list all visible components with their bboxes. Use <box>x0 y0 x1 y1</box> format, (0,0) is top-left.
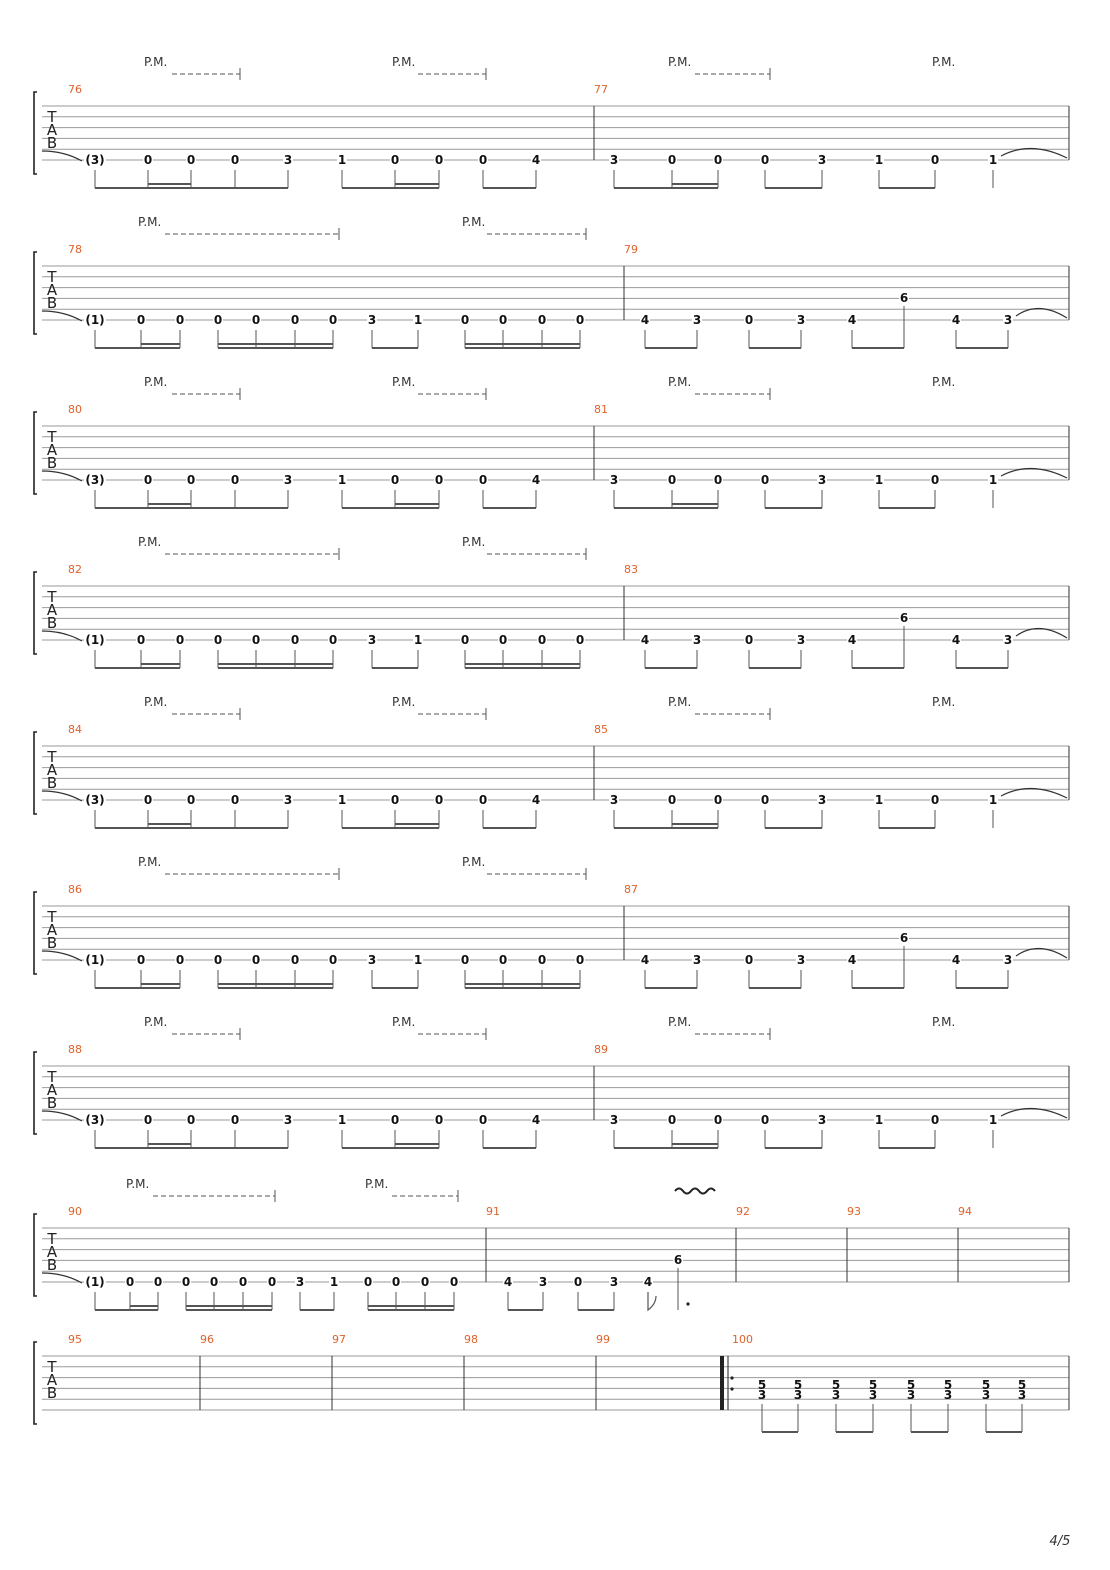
tab-clef-letter: T <box>47 108 57 126</box>
fret-number: (3) <box>85 473 105 487</box>
fret-number: 3 <box>817 1113 827 1127</box>
fret-number: 4 <box>951 313 961 327</box>
measure-number: 94 <box>958 1205 972 1218</box>
palm-mute-label: P.M. <box>462 535 486 549</box>
palm-mute-label: P.M. <box>392 375 416 389</box>
measure-number: 79 <box>624 243 638 256</box>
measure-number: 97 <box>332 1333 346 1346</box>
palm-mute-label: P.M. <box>144 1015 168 1029</box>
fret-number: 0 <box>143 473 153 487</box>
fret-number: 0 <box>230 153 240 167</box>
fret-number: 1 <box>988 153 998 167</box>
tab-clef-letter: A <box>46 1371 58 1389</box>
fret-number: 0 <box>575 313 585 327</box>
fret-number: 0 <box>391 1275 401 1289</box>
tie-out <box>1016 948 1067 958</box>
fret-number: 0 <box>930 793 940 807</box>
fret-number: 3 <box>981 1388 991 1402</box>
measure-number: 93 <box>847 1205 861 1218</box>
fret-number: 0 <box>238 1275 248 1289</box>
measure-number: 77 <box>594 83 608 96</box>
fret-number: 1 <box>874 473 884 487</box>
tab-clef-letter: B <box>46 614 58 632</box>
fret-number: 0 <box>760 1113 770 1127</box>
fret-number: 0 <box>537 313 547 327</box>
fret-number: 1 <box>337 153 347 167</box>
fret-number: (3) <box>85 1113 105 1127</box>
fret-number: 5 <box>906 1378 916 1392</box>
fret-number: 3 <box>283 473 293 487</box>
fret-number: 0 <box>760 473 770 487</box>
fret-number: 0 <box>136 313 146 327</box>
fret-number: 0 <box>251 313 261 327</box>
fret-number: 1 <box>988 473 998 487</box>
fret-number: 0 <box>186 1113 196 1127</box>
tab-system <box>34 1177 1069 1310</box>
system-bracket <box>34 252 37 334</box>
fret-number: 0 <box>390 1113 400 1127</box>
fret-number: 0 <box>713 473 723 487</box>
fret-number: 5 <box>793 1378 803 1392</box>
fret-number: 0 <box>434 793 444 807</box>
fret-number: 1 <box>329 1275 339 1289</box>
page-number: 4/5 <box>1049 1534 1071 1549</box>
measure-number: 81 <box>594 403 608 416</box>
fret-number: 3 <box>609 1113 619 1127</box>
fret-number: 0 <box>930 1113 940 1127</box>
fret-number: 3 <box>793 1388 803 1402</box>
fret-number: 0 <box>575 953 585 967</box>
fret-number: 1 <box>337 1113 347 1127</box>
fret-number: 0 <box>290 953 300 967</box>
palm-mute-label: P.M. <box>144 375 168 389</box>
fret-number: 3 <box>367 313 377 327</box>
fret-number: 0 <box>478 153 488 167</box>
fret-number: 6 <box>899 291 909 305</box>
measure-number: 83 <box>624 563 638 576</box>
fret-number: 3 <box>1003 633 1013 647</box>
fret-number: 0 <box>363 1275 373 1289</box>
fret-number: 0 <box>213 313 223 327</box>
fret-number: 3 <box>796 953 806 967</box>
fret-number: 0 <box>328 313 338 327</box>
fret-number: (1) <box>85 953 105 967</box>
system-bracket <box>34 732 37 814</box>
fret-number: 3 <box>609 793 619 807</box>
fret-number: 0 <box>143 1113 153 1127</box>
fret-number: 1 <box>337 473 347 487</box>
fret-number: 0 <box>213 633 223 647</box>
fret-number: 0 <box>143 793 153 807</box>
fret-number: 5 <box>868 1378 878 1392</box>
fret-number: 3 <box>817 153 827 167</box>
fret-number: 3 <box>817 793 827 807</box>
fret-number: 1 <box>413 313 423 327</box>
measure-number: 91 <box>486 1205 500 1218</box>
fret-number: 0 <box>390 473 400 487</box>
measure-number: 90 <box>68 1205 82 1218</box>
fret-number: 1 <box>988 793 998 807</box>
fret-number: 4 <box>847 313 857 327</box>
system-bracket <box>34 1052 37 1134</box>
palm-mute-label: P.M. <box>668 55 692 69</box>
fret-number: 0 <box>573 1275 583 1289</box>
fret-number: 0 <box>744 313 754 327</box>
tab-clef-letter: A <box>46 601 58 619</box>
tie-out <box>1001 788 1067 798</box>
fret-number: (1) <box>85 633 105 647</box>
fret-number: 3 <box>1003 953 1013 967</box>
fret-number: 0 <box>575 633 585 647</box>
palm-mute-label: P.M. <box>668 695 692 709</box>
fret-number: 0 <box>498 313 508 327</box>
system-bracket <box>34 412 37 494</box>
palm-mute-label: P.M. <box>392 55 416 69</box>
fret-number: 3 <box>757 1388 767 1402</box>
fret-number: 0 <box>667 793 677 807</box>
palm-mute-label: P.M. <box>144 695 168 709</box>
fret-number: 4 <box>951 633 961 647</box>
fret-number: 1 <box>874 1113 884 1127</box>
fret-number: 4 <box>951 953 961 967</box>
tie-out <box>1001 1108 1067 1118</box>
fret-number: 0 <box>449 1275 459 1289</box>
fret-number: 4 <box>847 633 857 647</box>
measure-number: 98 <box>464 1333 478 1346</box>
fret-number: 3 <box>831 1388 841 1402</box>
measure-number: 87 <box>624 883 638 896</box>
palm-mute-label: P.M. <box>392 695 416 709</box>
tie-out <box>1016 308 1067 318</box>
fret-number: 3 <box>692 313 702 327</box>
fret-number: 0 <box>498 953 508 967</box>
system-bracket <box>34 572 37 654</box>
fret-number: 3 <box>692 953 702 967</box>
fret-number: 3 <box>609 153 619 167</box>
fret-number: 4 <box>847 953 857 967</box>
fret-number: 3 <box>295 1275 305 1289</box>
fret-number: 5 <box>943 1378 953 1392</box>
fret-number: (3) <box>85 153 105 167</box>
fret-number: 6 <box>899 611 909 625</box>
system-bracket <box>34 92 37 174</box>
tab-system <box>34 855 1069 988</box>
dot <box>686 1302 689 1305</box>
measure-number: 76 <box>68 83 82 96</box>
fret-number: 0 <box>230 473 240 487</box>
tab-system <box>34 1333 1069 1432</box>
fret-number: 4 <box>640 313 650 327</box>
palm-mute-label: P.M. <box>462 215 486 229</box>
fret-number: 0 <box>181 1275 191 1289</box>
palm-mute-label: P.M. <box>668 1015 692 1029</box>
fret-number: 0 <box>230 793 240 807</box>
fret-number: 0 <box>744 953 754 967</box>
fret-number: (3) <box>85 793 105 807</box>
palm-mute-label: P.M. <box>126 1177 150 1191</box>
fret-number: 0 <box>760 153 770 167</box>
fret-number: 0 <box>537 633 547 647</box>
fret-number: 0 <box>186 793 196 807</box>
tab-clef-letter: B <box>46 294 58 312</box>
vibrato-mark <box>675 1189 715 1194</box>
fret-number: 0 <box>713 793 723 807</box>
tab-clef-letter: B <box>46 1094 58 1112</box>
measure-number: 84 <box>68 723 82 736</box>
fret-number: 3 <box>538 1275 548 1289</box>
tie-out <box>1016 628 1067 638</box>
tab-clef-letter: T <box>47 908 57 926</box>
measure-number: 96 <box>200 1333 214 1346</box>
measure-number: 78 <box>68 243 82 256</box>
fret-number: 3 <box>609 1275 619 1289</box>
fret-number: 0 <box>460 633 470 647</box>
palm-mute-label: P.M. <box>138 535 162 549</box>
palm-mute-label: P.M. <box>138 855 162 869</box>
tab-clef-letter: B <box>46 934 58 952</box>
tab-clef-letter: B <box>46 454 58 472</box>
measure-number: 80 <box>68 403 82 416</box>
measure-number: 89 <box>594 1043 608 1056</box>
tab-clef-letter: B <box>46 1384 58 1402</box>
fret-number: 3 <box>283 1113 293 1127</box>
fret-number: 3 <box>692 633 702 647</box>
fret-number: 0 <box>186 473 196 487</box>
fret-number: 4 <box>531 473 541 487</box>
fret-number: 0 <box>143 153 153 167</box>
tab-system <box>34 1015 1069 1148</box>
tab-system <box>34 215 1069 348</box>
fret-number: 0 <box>930 153 940 167</box>
fret-number: 0 <box>460 313 470 327</box>
tab-system <box>34 55 1069 188</box>
fret-number: 0 <box>390 793 400 807</box>
tab-clef-letter: B <box>46 1256 58 1274</box>
fret-number: 0 <box>667 1113 677 1127</box>
fret-number: 0 <box>230 1113 240 1127</box>
fret-number: 4 <box>643 1275 653 1289</box>
tab-system <box>34 695 1069 828</box>
tie-out <box>1001 148 1067 158</box>
fret-number: 0 <box>251 633 261 647</box>
tab-clef-letter: T <box>47 588 57 606</box>
fret-number: 3 <box>1003 313 1013 327</box>
measure-number: 82 <box>68 563 82 576</box>
fret-number: 3 <box>817 473 827 487</box>
fret-number: 1 <box>413 633 423 647</box>
fret-number: 4 <box>531 1113 541 1127</box>
measure-number: 99 <box>596 1333 610 1346</box>
fret-number: 0 <box>328 633 338 647</box>
fret-number: 3 <box>1017 1388 1027 1402</box>
system-bracket <box>34 892 37 974</box>
tab-clef-letter: A <box>46 921 58 939</box>
tab-clef-letter: A <box>46 1081 58 1099</box>
fret-number: (1) <box>85 313 105 327</box>
fret-number: 0 <box>667 473 677 487</box>
fret-number: 6 <box>673 1253 683 1267</box>
fret-number: 0 <box>667 153 677 167</box>
fret-number: 0 <box>136 633 146 647</box>
fret-number: 0 <box>478 793 488 807</box>
fret-number: 1 <box>874 793 884 807</box>
fret-number: 5 <box>831 1378 841 1392</box>
fret-number: 0 <box>186 153 196 167</box>
tab-clef-letter: A <box>46 441 58 459</box>
fret-number: 3 <box>906 1388 916 1402</box>
fret-number: 5 <box>981 1378 991 1392</box>
fret-number: 3 <box>609 473 619 487</box>
fret-number: 0 <box>744 633 754 647</box>
fret-number: 0 <box>460 953 470 967</box>
measure-number: 85 <box>594 723 608 736</box>
fret-number: 0 <box>713 153 723 167</box>
palm-mute-label: P.M. <box>668 375 692 389</box>
fret-number: 0 <box>136 953 146 967</box>
fret-number: 4 <box>531 153 541 167</box>
tab-system <box>34 375 1069 508</box>
tie-out <box>1001 468 1067 478</box>
tab-clef-letter: A <box>46 1243 58 1261</box>
fret-number: 3 <box>283 153 293 167</box>
tab-clef-letter: B <box>46 774 58 792</box>
fret-number: 3 <box>796 313 806 327</box>
system-bracket <box>34 1342 37 1424</box>
fret-number: 0 <box>537 953 547 967</box>
fret-number: (1) <box>85 1275 105 1289</box>
measure-number: 100 <box>732 1333 753 1346</box>
fret-number: 3 <box>796 633 806 647</box>
fret-number: 3 <box>367 953 377 967</box>
fret-number: 0 <box>251 953 261 967</box>
fret-number: 5 <box>1017 1378 1027 1392</box>
palm-mute-label: P.M. <box>365 1177 389 1191</box>
fret-number: 4 <box>503 1275 513 1289</box>
tab-clef-letter: T <box>47 1358 57 1376</box>
fret-number: 1 <box>874 153 884 167</box>
fret-number: 0 <box>328 953 338 967</box>
tab-clef-letter: B <box>46 134 58 152</box>
palm-mute-label: P.M. <box>462 855 486 869</box>
fret-number: 4 <box>531 793 541 807</box>
tab-clef-letter: A <box>46 281 58 299</box>
fret-number: 0 <box>434 1113 444 1127</box>
fret-number: 0 <box>478 1113 488 1127</box>
fret-number: 3 <box>868 1388 878 1402</box>
fret-number: 0 <box>420 1275 430 1289</box>
fret-number: 0 <box>498 633 508 647</box>
tab-clef-letter: A <box>46 761 58 779</box>
fret-number: 0 <box>930 473 940 487</box>
fret-number: 0 <box>434 153 444 167</box>
tab-clef-letter: T <box>47 428 57 446</box>
fret-number: 0 <box>125 1275 135 1289</box>
fret-number: 0 <box>290 313 300 327</box>
palm-mute-label: P.M. <box>932 55 956 69</box>
fret-number: 1 <box>413 953 423 967</box>
measure-number: 92 <box>736 1205 750 1218</box>
fret-number: 0 <box>713 1113 723 1127</box>
palm-mute-label: P.M. <box>144 55 168 69</box>
fret-number: 0 <box>175 313 185 327</box>
fret-number: 6 <box>899 931 909 945</box>
palm-mute-label: P.M. <box>138 215 162 229</box>
palm-mute-label: P.M. <box>932 695 956 709</box>
fret-number: 0 <box>213 953 223 967</box>
fret-number: 0 <box>478 473 488 487</box>
fret-number: 0 <box>760 793 770 807</box>
fret-number: 4 <box>640 953 650 967</box>
measure-number: 88 <box>68 1043 82 1056</box>
fret-number: 0 <box>175 633 185 647</box>
tab-clef-letter: A <box>46 121 58 139</box>
tab-clef-letter: T <box>47 1068 57 1086</box>
fret-number: 0 <box>153 1275 163 1289</box>
tab-system <box>34 535 1069 668</box>
tab-clef-letter: T <box>47 1230 57 1248</box>
palm-mute-label: P.M. <box>932 1015 956 1029</box>
fret-number: 3 <box>367 633 377 647</box>
palm-mute-label: P.M. <box>932 375 956 389</box>
fret-number: 3 <box>943 1388 953 1402</box>
fret-number: 0 <box>175 953 185 967</box>
fret-number: 3 <box>283 793 293 807</box>
fret-number: 0 <box>434 473 444 487</box>
repeat-dot <box>730 1376 733 1379</box>
fret-number: 4 <box>640 633 650 647</box>
fret-number: 5 <box>757 1378 767 1392</box>
measure-number: 95 <box>68 1333 82 1346</box>
fret-number: 0 <box>390 153 400 167</box>
repeat-dot <box>730 1387 733 1390</box>
fret-number: 1 <box>988 1113 998 1127</box>
tab-clef-letter: T <box>47 748 57 766</box>
tab-clef-letter: T <box>47 268 57 286</box>
fret-number: 0 <box>267 1275 277 1289</box>
fret-number: 1 <box>337 793 347 807</box>
note-flag <box>648 1292 656 1310</box>
system-bracket <box>34 1214 37 1296</box>
fret-number: 0 <box>290 633 300 647</box>
measure-number: 86 <box>68 883 82 896</box>
fret-number: 0 <box>209 1275 219 1289</box>
palm-mute-label: P.M. <box>392 1015 416 1029</box>
